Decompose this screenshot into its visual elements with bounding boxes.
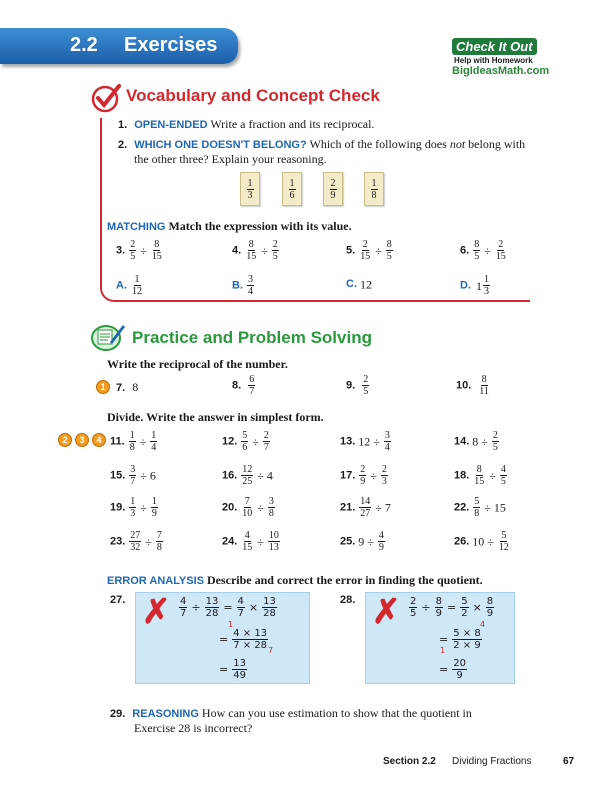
question-29-cont: Exercise 28 is incorrect? xyxy=(134,721,253,735)
exercise-10: 10. $\frac{8}{11}$ xyxy=(456,374,489,397)
exercise-7: 7. 8 xyxy=(116,380,139,394)
practice-title: Practice and Problem Solving xyxy=(132,328,372,347)
ex27-line3: = $\frac{13}{49}$ xyxy=(219,658,246,681)
footer-topic: Dividing Fractions xyxy=(452,756,532,767)
divide-exercise: 26. 10 ÷ $\frac{5}{12}$ xyxy=(454,530,509,553)
ex27-strike2: 7 xyxy=(268,646,274,655)
reciprocal-instruction: Write the reciprocal of the number. xyxy=(107,357,288,371)
exercise-9: 9. $\frac{2}{5}$ xyxy=(346,374,369,397)
exercise-3: 3. $\frac{2}{5}$ ÷ $\frac{8}{15}$ xyxy=(116,239,162,262)
divide-exercise: 13. 12 ÷ $\frac{3}{4}$ xyxy=(340,430,390,453)
divide-exercise: 12. $\frac{5}{6}$ ÷ $\frac{2}{7}$ xyxy=(222,430,269,453)
ex28-line3: = $\frac{20}{9}$ xyxy=(439,658,466,681)
fraction-card: $\frac{2}{9}$ xyxy=(323,172,343,206)
error-x-icon: ✗ xyxy=(142,593,171,631)
divide-instruction: Divide. Write the answer in simplest form. xyxy=(107,410,324,424)
error-analysis-instruction: ERROR ANALYSIS Describe and correct the error in finding the quotient. xyxy=(107,573,483,587)
ex27-line2: = $\frac{4 \times 13}{7 \times 28}$ xyxy=(219,628,268,651)
logo-line3: BigIdeasMath.com xyxy=(452,65,550,77)
divide-exercise: 25. 9 ÷ $\frac{4}{9}$ xyxy=(340,530,384,553)
matching-instruction: MATCHING Match the expression with its value. xyxy=(107,219,352,233)
logo-line1: Check It Out xyxy=(452,38,537,55)
question-2-cont: the other three? Explain your reasoning. xyxy=(134,152,327,166)
checkmark-icon xyxy=(90,82,122,114)
answer-b: B. $\frac{3}{4}$ xyxy=(232,274,253,297)
exercise-28-number: 28. xyxy=(340,594,356,606)
ex28-strike2: 1 xyxy=(440,646,446,655)
divide-exercise: 17. $\frac{2}{9}$ ÷ $\frac{2}{3}$ xyxy=(340,464,387,487)
question-1: 1. OPEN-ENDED Write a fraction and its reciprocal. xyxy=(118,117,375,131)
example-circle: 4 xyxy=(92,433,106,447)
fraction-card: $\frac{1}{6}$ xyxy=(282,172,302,206)
example-circle: 3 xyxy=(75,433,89,447)
exercise-27-number: 27. xyxy=(110,594,126,606)
divide-exercise: 19. $\frac{1}{3}$ ÷ $\frac{1}{9}$ xyxy=(110,496,157,519)
answer-c: C. 12 xyxy=(346,277,372,292)
notebook-pencil-icon xyxy=(90,320,126,352)
divide-exercise: 14. 8 ÷ $\frac{2}{5}$ xyxy=(454,430,498,453)
divide-exercise: 11. $\frac{1}{8}$ ÷ $\frac{1}{4}$ xyxy=(110,430,157,453)
divide-exercise: 15. $\frac{3}{7}$ ÷ 6 xyxy=(110,464,156,487)
divide-exercise: 24. $\frac{4}{15}$ ÷ $\frac{10}{13}$ xyxy=(222,530,279,553)
check-it-out-logo[interactable] xyxy=(450,36,570,82)
ex28-strike1: 4 xyxy=(480,620,486,629)
divide-exercise: 16. $\frac{12}{25}$ ÷ 4 xyxy=(222,464,273,487)
exercise-6: 6. $\frac{8}{5}$ ÷ $\frac{2}{15}$ xyxy=(460,239,506,262)
fraction-card: $\frac{1}{8}$ xyxy=(364,172,384,206)
section-title: Exercises xyxy=(124,34,218,56)
ex27-strike1: 1 xyxy=(228,620,234,629)
ex28-line2: = $\frac{5 \times 8}{2 \times 9}$ xyxy=(439,628,481,651)
answer-a: A. $\frac{1}{12}$ xyxy=(116,274,142,297)
footer-section: Section 2.2 xyxy=(383,756,436,767)
divide-exercise: 20. $\frac{7}{10}$ ÷ $\frac{3}{8}$ xyxy=(222,496,274,519)
question-2: 2. WHICH ONE DOESN'T BELONG? Which of the following does not belong with xyxy=(118,137,526,151)
divide-exercise: 21. $\frac{14}{27}$ ÷ 7 xyxy=(340,496,391,519)
ex28-line1: $\frac{2}{5}$ ÷ $\frac{8}{9}$ = $\frac{5}{2}$ × $\frac{8}{9}$ xyxy=(410,596,494,619)
divide-exercise: 18. $\frac{8}{15}$ ÷ $\frac{4}{5}$ xyxy=(454,464,506,487)
logo-line2: Help with Homework xyxy=(454,56,533,65)
divide-exercise: 22. $\frac{5}{8}$ ÷ 15 xyxy=(454,496,506,519)
page-number: 67 xyxy=(563,756,575,767)
error-x-icon: ✗ xyxy=(372,593,401,631)
example-circle: 1 xyxy=(96,380,110,394)
ex27-line1: $\frac{4}{7}$ ÷ $\frac{13}{28}$ = $\frac{4}{7}$ × $\frac{13}{28}$ xyxy=(180,596,276,619)
exercise-8: 8. $\frac{6}{7}$ xyxy=(232,374,255,397)
divide-exercise: 23. $\frac{27}{32}$ ÷ $\frac{7}{8}$ xyxy=(110,530,162,553)
answer-d: D. 1 $\frac{1}{3}$ xyxy=(460,274,489,297)
section-number: 2.2 xyxy=(70,34,98,56)
exercise-4: 4. $\frac{8}{15}$ ÷ $\frac{2}{5}$ xyxy=(232,239,278,262)
question-29: 29. REASONING How can you use estimation to show that the quotient in xyxy=(110,706,472,720)
fraction-card: $\frac{1}{3}$ xyxy=(240,172,260,206)
example-circle: 2 xyxy=(58,433,72,447)
vocab-title: Vocabulary and Concept Check xyxy=(126,86,380,105)
exercise-5: 5. $\frac{2}{15}$ ÷ $\frac{8}{5}$ xyxy=(346,239,392,262)
